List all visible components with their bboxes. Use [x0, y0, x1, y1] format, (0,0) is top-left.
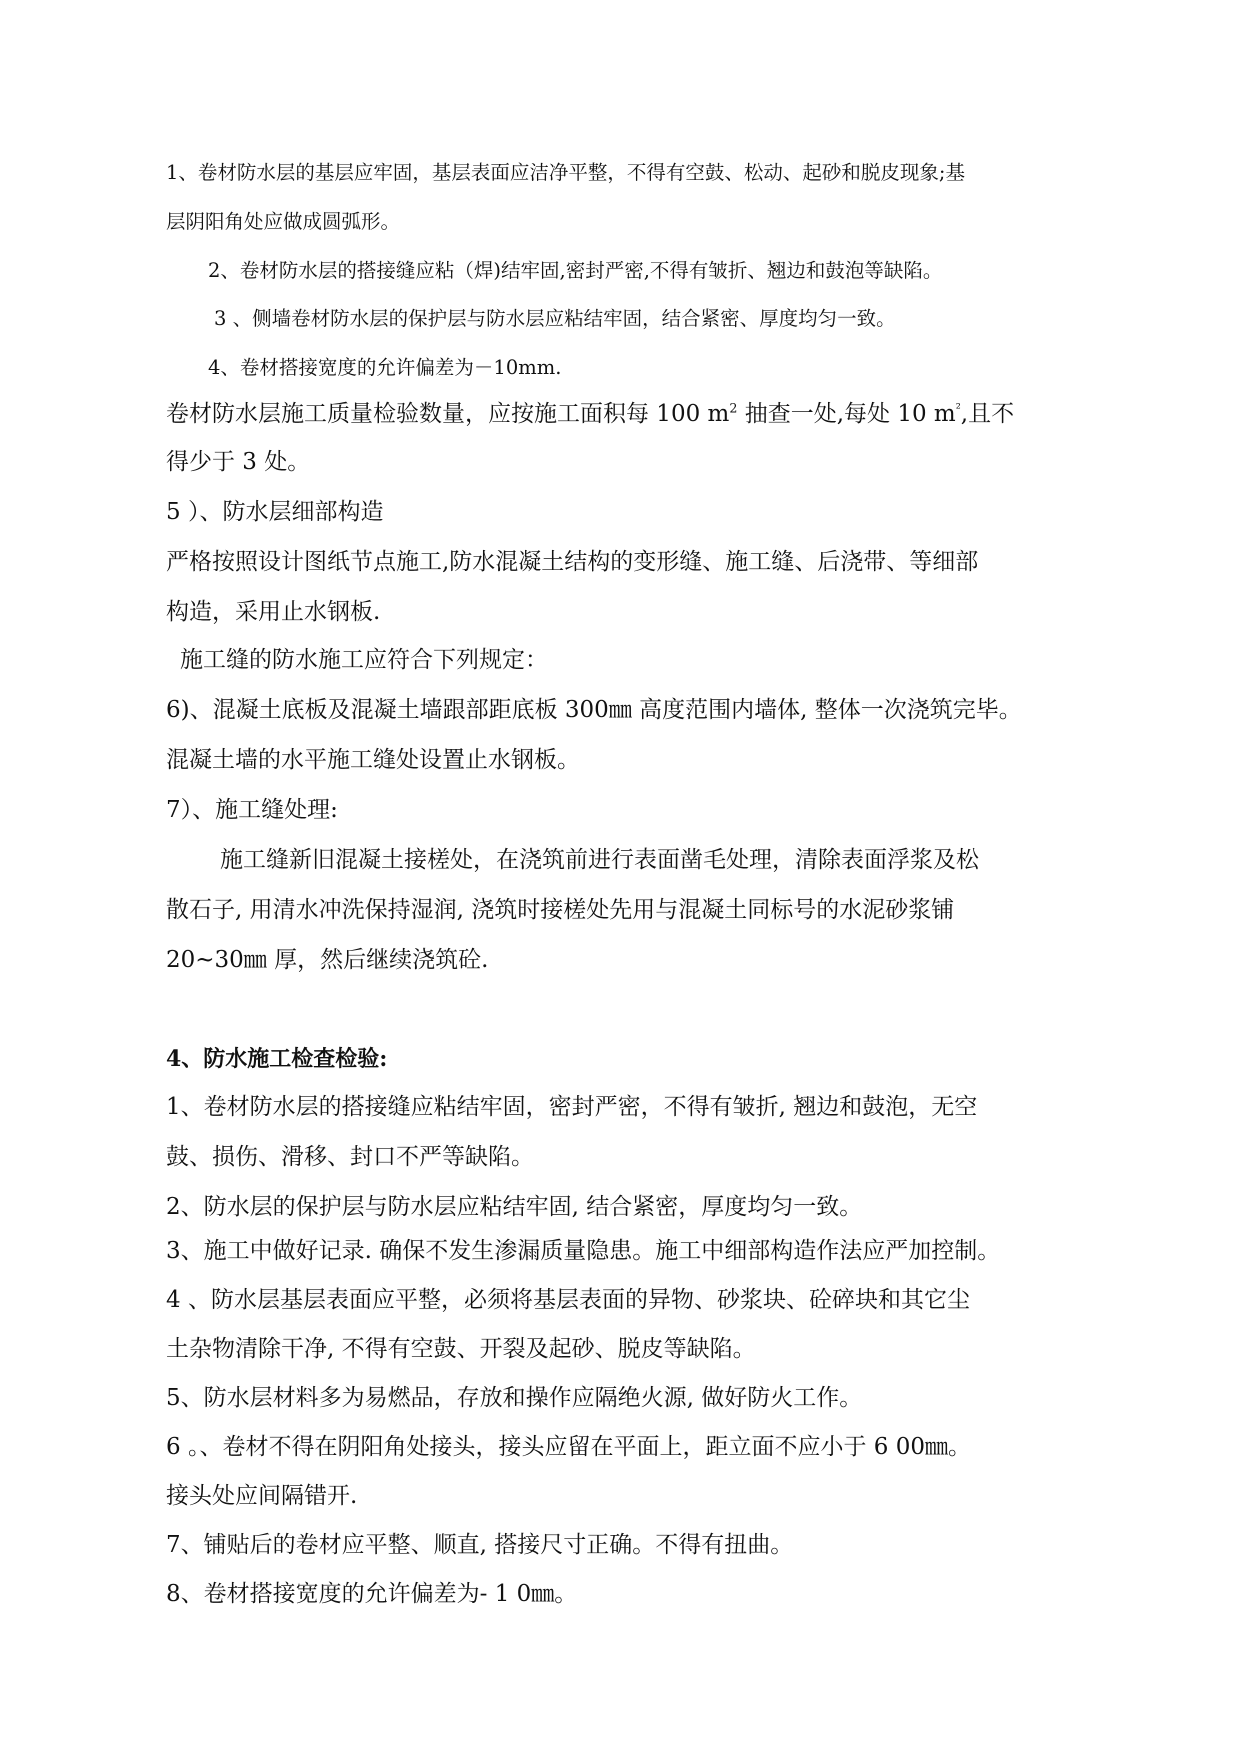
- text-line: 施工缝的防水施工应符合下列规定：: [180, 647, 548, 673]
- text-line: 2、卷材防水层的搭接缝应粘（焊)结牢固,密封严密,不得有皱折、翘边和鼓泡等缺陷。: [208, 259, 943, 282]
- text-line: 得少于 3 处。: [166, 449, 311, 475]
- text-run: 卷材防水层施工质量检验数量，应按施工面积每 100 m: [166, 401, 730, 427]
- text-line: 严格按照设计图纸节点施工,防水混凝土结构的变形缝、施工缝、后浇带、等细部: [166, 549, 979, 575]
- text-line: 层阴阳角处应做成圆弧形。: [166, 210, 401, 233]
- text-run: 抽查一处,每处 10 m: [737, 401, 956, 427]
- text-line: 6)、混凝土底板及混凝土墙跟部距底板 300㎜ 高度范围内墙体, 整体一次浇筑完毕。: [166, 697, 1022, 723]
- text-line: 7）、施工缝处理:: [166, 797, 338, 823]
- text-line: 鼓、损伤、滑移、封口不严等缺陷。: [166, 1144, 534, 1170]
- section-heading: 5 ）、防水层细部构造: [166, 499, 384, 525]
- text-run: ,且不: [960, 401, 1015, 427]
- text-line: 3、施工中做好记录. 确保不发生渗漏质量隐患。施工中细部构造作法应严加控制。: [166, 1238, 1001, 1264]
- superscript: 2: [729, 400, 738, 416]
- text-line: 20~30㎜ 厚，然后继续浇筑砼.: [166, 947, 489, 973]
- text-line: [166, 400, 1015, 427]
- text-line: 4 、防水层基层表面应平整，必须将基层表面的异物、砂浆块、砼碎块和其它尘: [166, 1287, 970, 1313]
- text-line: 接头处应间隔错开.: [166, 1483, 358, 1509]
- text-line: 8、卷材搭接宽度的允许偏差为- 1 0㎜。: [166, 1581, 578, 1607]
- text-line: 2、防水层的保护层与防水层应粘结牢固, 结合紧密，厚度均匀一致。: [166, 1194, 863, 1220]
- text-line: 散石子, 用清水冲洗保持湿润, 浇筑时接槎处先用与混凝土同标号的水泥砂浆铺: [166, 897, 955, 923]
- text-line: 7、铺贴后的卷材应平整、顺直, 搭接尺寸正确。不得有扭曲。: [166, 1532, 794, 1558]
- text-line: 4、卷材搭接宽度的允许偏差为－10mm.: [208, 356, 562, 379]
- section-heading: 4、防水施工检查检验:: [166, 1046, 388, 1072]
- text-line: 1、卷材防水层的搭接缝应粘结牢固，密封严密，不得有皱折, 翘边和鼓泡，无空: [166, 1094, 978, 1120]
- superscript: ²: [955, 400, 961, 416]
- text-line: 1、卷材防水层的基层应牢固，基层表面应洁净平整，不得有空鼓、松动、起砂和脱皮现象;基: [166, 161, 965, 184]
- text-line: 3 、侧墙卷材防水层的保护层与防水层应粘结牢固，结合紧密、厚度均匀一致。: [214, 307, 896, 330]
- text-line: 6 。、卷材不得在阴阳角处接头，接头应留在平面上，距立面不应小于 6 00㎜。: [166, 1434, 971, 1460]
- text-line: 混凝土墙的水平施工缝处设置止水钢板。: [166, 747, 580, 773]
- text-line: 5、防水层材料多为易燃品，存放和操作应隔绝火源, 做好防火工作。: [166, 1385, 863, 1411]
- text-line: 土杂物清除干净, 不得有空鼓、开裂及起砂、脱皮等缺陷。: [166, 1336, 756, 1362]
- text-line: 构造，采用止水钢板.: [166, 599, 381, 625]
- text-line: 施工缝新旧混凝土接槎处，在浇筑前进行表面凿毛处理，清除表面浮浆及松: [220, 847, 979, 873]
